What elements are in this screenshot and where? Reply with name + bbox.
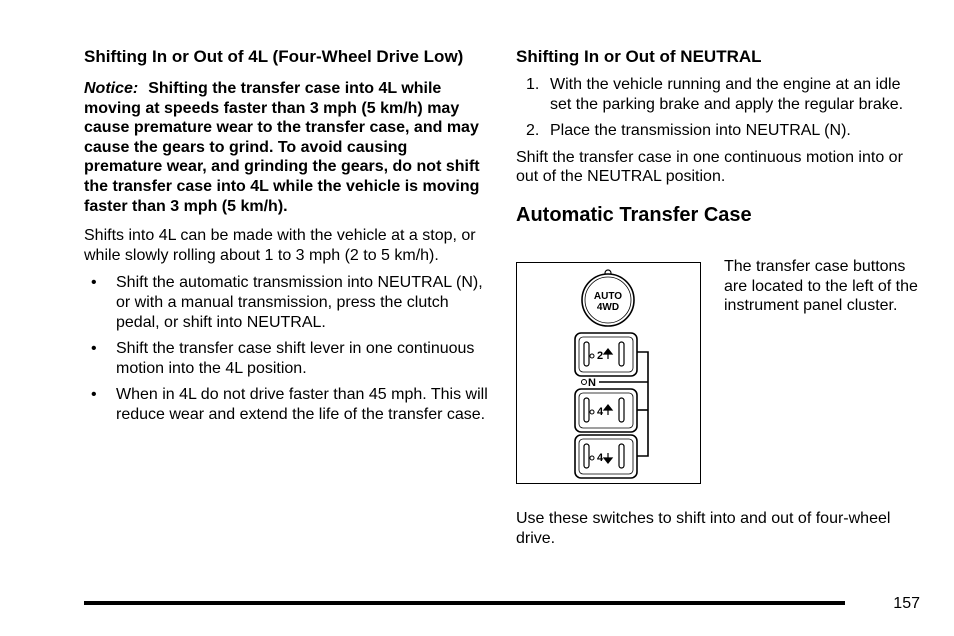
4lo-label: 4 [597, 452, 604, 464]
bullet-text: Shift the transfer case shift lever in one continuous motion into the 4L position. [116, 340, 475, 377]
neutral-indicator-icon [582, 380, 587, 385]
figure-caption: The transfer case buttons are located to the left of the instrument panel cluster. [724, 258, 918, 315]
list-item [84, 385, 490, 424]
bullet-icon: • [91, 386, 97, 404]
list-item [84, 339, 490, 378]
transfer-case-figure [516, 262, 701, 484]
bullet-icon: • [91, 340, 97, 358]
4wd-label: 4WD [596, 302, 620, 313]
section-heading-neutral: Shifting In or Out of NEUTRAL [516, 47, 762, 66]
page-number: 157 [893, 595, 920, 612]
bullet-text: Shift the automatic transmission into NEUTRAL (N), or with a manual transmission, press the clutch pedal, or shift into NEUTRAL. [116, 274, 483, 331]
section-heading-4l: Shifting In or Out of 4L (Four-Wheel Drive Low) [84, 47, 464, 66]
right-column [516, 46, 922, 227]
4hi-label: 4 [597, 406, 604, 418]
notice-text: Shifting the transfer case into 4L while moving at speeds faster than 3 mph (5 km/h) may cause premature wear to the transfer case, and may cause the gears to grind. To avoid causing premature wear, and grinding the gears, do not shift the transfer case into 4L while the vehicle is moving faster than 3 mph (5 km/h). [84, 80, 480, 215]
list-item [516, 121, 922, 141]
transfer-case-buttons-illustration [517, 263, 700, 483]
2hi-button [575, 333, 637, 376]
2hi-label: 2 [597, 350, 604, 362]
intro-paragraph: Shifts into 4L can be made with the vehicle at a stop, or while slowly rolling about 1 to 3 mph (2 to 5 km/h). [84, 227, 476, 264]
left-column [84, 46, 490, 432]
after-steps-paragraph: Shift the transfer case in one continuous motion into or out of the NEUTRAL position. [516, 148, 903, 186]
bullet-list [84, 273, 490, 424]
step-number: 1. [526, 76, 540, 93]
auto-label: AUTO [593, 291, 623, 302]
switch-usage-text: Use these switches to shift into and out of four-wheel drive. [516, 510, 891, 547]
steps-list [516, 75, 922, 141]
bullet-icon: • [91, 274, 97, 292]
step-text: With the vehicle running and the engine at an idle set the parking brake and apply the regular brake. [550, 76, 904, 113]
list-item [84, 273, 490, 332]
neutral-label: N [588, 377, 596, 389]
step-text: Place the transmission into NEUTRAL (N). [550, 122, 851, 140]
footer-divider [84, 601, 845, 605]
notice-label: Notice: [84, 80, 139, 97]
4lo-button [575, 435, 637, 478]
notice-block [84, 79, 490, 216]
section-heading-automatic: Automatic Transfer Case [516, 203, 752, 226]
list-item [516, 75, 922, 114]
4hi-button [575, 389, 637, 432]
bullet-text: When in 4L do not drive faster than 45 mph. This will reduce wear and extend the life of the transfer case. [116, 386, 488, 423]
step-number: 2. [526, 122, 540, 140]
